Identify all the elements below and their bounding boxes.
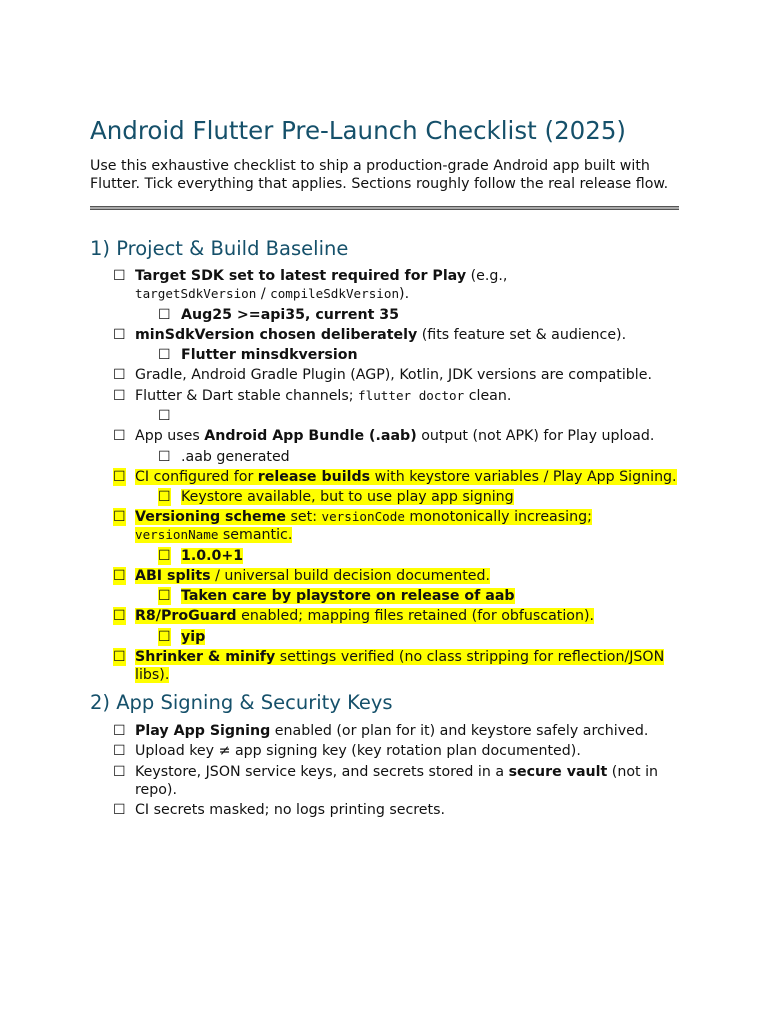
- checkbox-icon[interactable]: ☐: [113, 428, 126, 444]
- checkbox-icon[interactable]: ☐: [158, 628, 171, 645]
- checkbox-icon[interactable]: ☐: [158, 489, 171, 505]
- checklist-item-play-app-signing: ☐ Play App Signing enabled (or plan for it) and keystore safely archived.: [113, 722, 649, 739]
- checkbox-icon[interactable]: ☐: [113, 722, 126, 739]
- checklist-subitem: ☐ Aug25 >=api35, current 35: [158, 306, 400, 323]
- checkbox-icon[interactable]: ☐: [113, 509, 126, 525]
- checklist-project-build: [90, 267, 680, 684]
- checklist-item-aab: ☐ App uses Android App Bundle (.aab) output (not APK) for Play upload.: [113, 428, 655, 444]
- checkbox-icon[interactable]: ☐: [113, 367, 126, 383]
- checklist-item-flutter-dart: ☐ Flutter & Dart stable channels; flutter doctor clean.: [113, 387, 512, 404]
- document-page: [90, 116, 680, 822]
- checkbox-icon[interactable]: ☐: [113, 743, 126, 759]
- checkbox-icon[interactable]: ☐: [113, 567, 126, 584]
- checkbox-icon[interactable]: ☐: [158, 347, 171, 363]
- checklist-subitem: ☐ .aab generated: [158, 448, 290, 465]
- checkbox-icon[interactable]: ☐: [158, 448, 171, 465]
- section-heading-project-build: 1) Project & Build Baseline: [90, 237, 349, 260]
- checklist-item-r8-proguard: ☐ R8/ProGuard enabled; mapping files retained (for obfuscation).: [113, 608, 594, 624]
- checklist-subitem-empty: [90, 407, 680, 425]
- checklist-subitem: ☐ Keystore available, but to use play app signing: [158, 489, 514, 505]
- checklist-item-min-sdk: ☐ minSdkVersion chosen deliberately (fits feature set & audience).: [113, 326, 627, 343]
- checklist-subitem: ☐ 1.0.0+1: [158, 547, 244, 564]
- horizontal-rule: [90, 206, 679, 210]
- checklist-item-shrinker: ☐ Shrinker & minify settings verified (no class stripping for reflection/JSON libs).: [113, 648, 665, 683]
- section-heading-app-signing: 2) App Signing & Security Keys: [90, 690, 393, 714]
- checkbox-icon[interactable]: ☐: [158, 547, 171, 564]
- checklist-item-upload-key: ☐ Upload key ≠ app signing key (key rotation plan documented).: [113, 743, 581, 759]
- checkbox-icon[interactable]: ☐: [113, 608, 126, 624]
- checklist-item-ci-release: ☐ CI configured for release builds with keystore variables / Play App Signing.: [113, 468, 677, 485]
- intro-paragraph: Use this exhaustive checklist to ship a production-grade Android app built with Flutter. Tick everything that applies. Sections roughly follow the real release flow.: [90, 158, 669, 192]
- checkbox-icon[interactable]: ☐: [113, 326, 126, 343]
- checklist-item-target-sdk: ☐ Target SDK set to latest required for Play (e.g., targetSdkVersion / compileSdkVersion).: [113, 268, 508, 302]
- checklist-app-signing: [90, 722, 680, 820]
- checkbox-icon[interactable]: ☐: [113, 802, 126, 818]
- checkbox-icon[interactable]: ☐: [158, 408, 171, 424]
- checklist-item-ci-secrets: ☐ CI secrets masked; no logs printing secrets.: [113, 802, 446, 818]
- checkbox-icon[interactable]: ☐: [158, 306, 171, 323]
- page-title: Android Flutter Pre-Launch Checklist (2025): [90, 116, 626, 145]
- checklist-subitem: ☐ Flutter minsdkversion: [158, 347, 358, 363]
- checkbox-icon[interactable]: ☐: [113, 387, 126, 404]
- checkbox-icon[interactable]: ☐: [113, 268, 126, 284]
- checklist-item-versioning: ☐ Versioning scheme set: versionCode monotonically increasing; versionName semantic.: [113, 509, 592, 543]
- checkbox-icon[interactable]: ☐: [158, 588, 171, 604]
- checkbox-icon[interactable]: ☐: [113, 648, 126, 665]
- checkbox-icon[interactable]: ☐: [113, 468, 126, 485]
- checklist-item-gradle: ☐ Gradle, Android Gradle Plugin (AGP), Kotlin, JDK versions are compatible.: [113, 367, 652, 383]
- checklist-subitem: ☐ Taken care by playstore on release of aab: [158, 588, 515, 604]
- checklist-subitem: ☐ yip: [158, 628, 206, 645]
- checkbox-icon[interactable]: ☐: [113, 763, 126, 780]
- checklist-item-secure-vault: ☐ Keystore, JSON service keys, and secrets stored in a secure vault (not in repo).: [113, 763, 659, 798]
- checklist-item-abi-splits: ☐ ABI splits / universal build decision documented.: [113, 567, 491, 584]
